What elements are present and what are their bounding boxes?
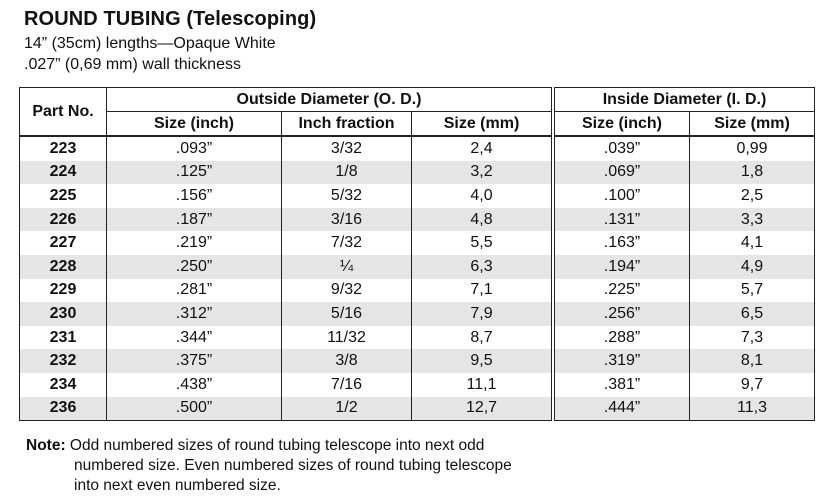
od-size-mm-cell: 7,1 (412, 279, 552, 303)
od-size-inch-cell: .125” (107, 161, 282, 185)
od-size-inch-cell: .219” (107, 231, 282, 255)
id-size-inch-cell: .319” (555, 349, 690, 373)
part-number-cell: 228 (20, 255, 107, 279)
od-inch-fraction-cell: 7/32 (282, 231, 412, 255)
part-number-cell: 226 (20, 208, 107, 232)
table-column-header-row (20, 112, 815, 137)
id-size-mm-cell: 6,5 (690, 302, 815, 326)
od-inch-fraction-cell: 1/2 (282, 397, 412, 421)
id-group-header: Inside Diameter (I. D.) (555, 88, 815, 112)
table-row (20, 184, 815, 208)
od-inch-fraction-cell: 5/16 (282, 302, 412, 326)
table-group-header-row (20, 88, 815, 112)
part-number-cell: 230 (20, 302, 107, 326)
od-size-mm-cell: 2,4 (412, 136, 552, 161)
od-size-inch-cell: .375” (107, 349, 282, 373)
part-number-cell: 224 (20, 161, 107, 185)
od-size-mm-cell: 7,9 (412, 302, 552, 326)
od-inch-fraction-header: Inch fraction (282, 112, 412, 137)
id-size-inch-cell: .163” (555, 231, 690, 255)
note-text-line2: numbered size. Even numbered sizes of round tubing telescope (74, 457, 512, 474)
note-label: Note: (26, 437, 66, 454)
part-number-cell: 234 (20, 373, 107, 397)
od-size-inch-cell: .187” (107, 208, 282, 232)
id-size-mm-cell: 9,7 (690, 373, 815, 397)
id-size-inch-cell: .069” (555, 161, 690, 185)
od-inch-fraction-cell: 3/8 (282, 349, 412, 373)
id-size-mm-cell: 3,3 (690, 208, 815, 232)
od-inch-fraction-cell: 7/16 (282, 373, 412, 397)
od-size-mm-cell: 12,7 (412, 397, 552, 421)
od-inch-fraction-cell: 3/16 (282, 208, 412, 232)
table-row (20, 326, 815, 350)
part-number-cell: 232 (20, 349, 107, 373)
table-row (20, 136, 815, 161)
od-size-inch-cell: .500” (107, 397, 282, 421)
id-size-inch-cell: .100” (555, 184, 690, 208)
table-row (20, 349, 815, 373)
part-number-cell: 229 (20, 279, 107, 303)
od-size-inch-header: Size (inch) (107, 112, 282, 137)
subtitle-wall-thickness: .027” (0,69 mm) wall thickness (24, 56, 241, 73)
od-inch-fraction-cell: 11/32 (282, 326, 412, 350)
id-size-mm-cell: 4,1 (690, 231, 815, 255)
od-size-mm-cell: 4,0 (412, 184, 552, 208)
od-inch-fraction-cell: 9/32 (282, 279, 412, 303)
id-size-mm-cell: 1,8 (690, 161, 815, 185)
od-size-mm-cell: 3,2 (412, 161, 552, 185)
part-number-cell: 225 (20, 184, 107, 208)
id-size-inch-cell: .288” (555, 326, 690, 350)
od-size-inch-cell: .344” (107, 326, 282, 350)
table-row (20, 161, 815, 185)
part-number-cell: 223 (20, 136, 107, 161)
note-text-line1: Odd numbered sizes of round tubing telescope into next odd (69, 437, 485, 454)
table-row (20, 208, 815, 232)
od-size-inch-cell: .250” (107, 255, 282, 279)
footnote (26, 436, 512, 496)
table-row (20, 255, 815, 279)
od-size-inch-cell: .156” (107, 184, 282, 208)
id-size-inch-header: Size (inch) (555, 112, 690, 137)
id-size-mm-cell: 7,3 (690, 326, 815, 350)
od-group-header: Outside Diameter (O. D.) (107, 88, 552, 112)
od-size-mm-cell: 11,1 (412, 373, 552, 397)
od-size-inch-cell: .438” (107, 373, 282, 397)
id-size-inch-cell: .381” (555, 373, 690, 397)
table-row (20, 302, 815, 326)
id-size-inch-cell: .225” (555, 279, 690, 303)
od-size-inch-cell: .093” (107, 136, 282, 161)
od-inch-fraction-cell: ¼ (282, 255, 412, 279)
id-size-inch-cell: .256” (555, 302, 690, 326)
note-text-line3: into next even numbered size. (74, 477, 281, 494)
subtitle-length: 14” (35cm) lengths—Opaque White (24, 35, 276, 52)
table-body (20, 136, 815, 421)
id-size-mm-cell: 2,5 (690, 184, 815, 208)
table-row (20, 231, 815, 255)
od-size-mm-header: Size (mm) (412, 112, 552, 137)
od-size-mm-cell: 8,7 (412, 326, 552, 350)
id-size-mm-cell: 11,3 (690, 397, 815, 421)
part-no-header: Part No. (20, 88, 107, 137)
od-inch-fraction-cell: 3/32 (282, 136, 412, 161)
page-title: ROUND TUBING (Telescoping) (24, 8, 317, 30)
id-size-inch-cell: .039” (555, 136, 690, 161)
od-size-mm-cell: 5,5 (412, 231, 552, 255)
id-size-mm-cell: 5,7 (690, 279, 815, 303)
id-size-mm-cell: 8,1 (690, 349, 815, 373)
od-size-inch-cell: .312” (107, 302, 282, 326)
id-size-inch-cell: .131” (555, 208, 690, 232)
part-number-cell: 227 (20, 231, 107, 255)
od-size-mm-cell: 6,3 (412, 255, 552, 279)
table-row (20, 373, 815, 397)
od-inch-fraction-cell: 5/32 (282, 184, 412, 208)
id-size-mm-cell: 4,9 (690, 255, 815, 279)
od-size-inch-cell: .281” (107, 279, 282, 303)
table-row (20, 397, 815, 421)
table-row (20, 279, 815, 303)
od-size-mm-cell: 4,8 (412, 208, 552, 232)
tubing-spec-table (19, 87, 815, 421)
part-number-cell: 236 (20, 397, 107, 421)
id-size-mm-cell: 0,99 (690, 136, 815, 161)
part-number-cell: 231 (20, 326, 107, 350)
od-size-mm-cell: 9,5 (412, 349, 552, 373)
id-size-mm-header: Size (mm) (690, 112, 815, 137)
id-size-inch-cell: .194” (555, 255, 690, 279)
id-size-inch-cell: .444” (555, 397, 690, 421)
od-inch-fraction-cell: 1/8 (282, 161, 412, 185)
